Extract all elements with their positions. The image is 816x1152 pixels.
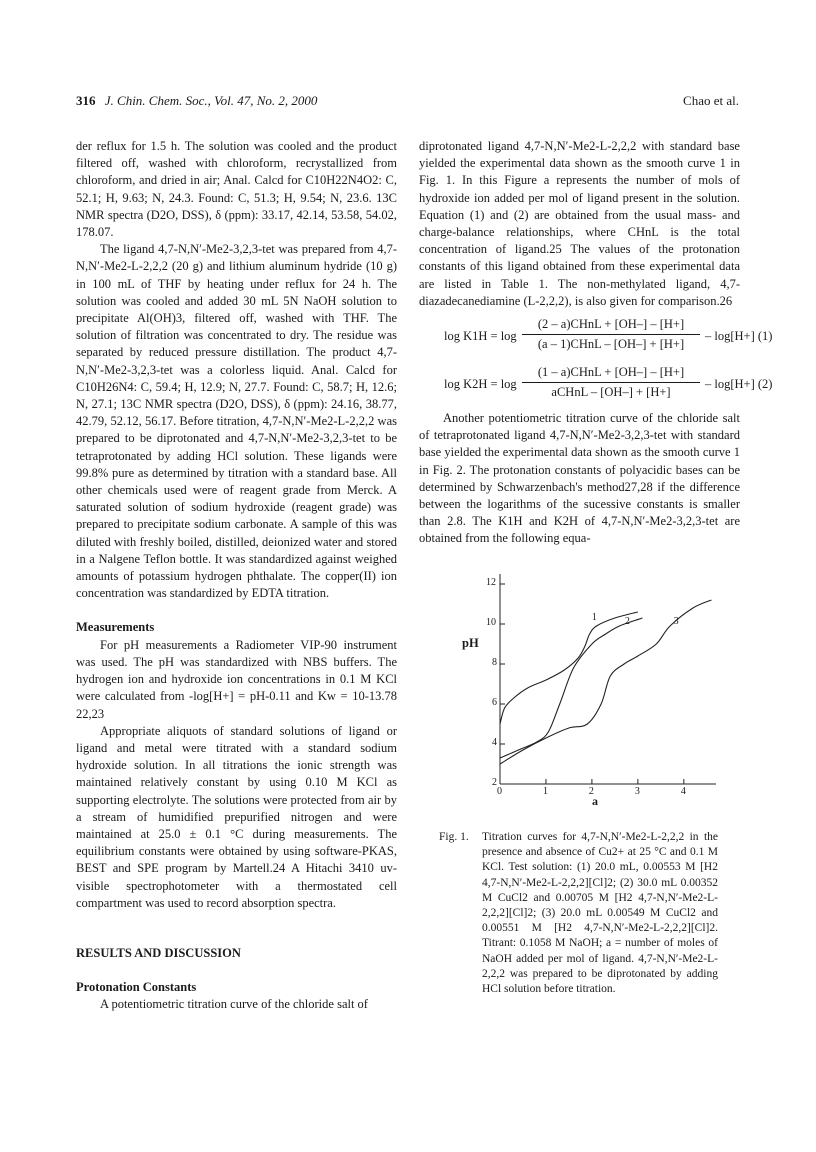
eq2-fraction [522, 364, 700, 401]
eq1-rhs: – log[H+] (1) [705, 329, 773, 344]
heading-measurements: Measurements [76, 620, 155, 635]
paragraph-ligand-prep: The ligand 4,7-N,N′-Me2-3,2,3-tet was prepared from 4,7-N,N′-Me2-L-2,2,2 (20 g) and lithium aluminum hydride (10 g) in 100 mL of THF by heating under reflux for 24 h. The solution was cooled and added 30 mL 5N NaOH solution to precipitate Al(OH)3, filtered off, washed with THF. The solution of filtration was concentrated to dry. The residue was separated by reduced pressure distillation. The product 4,7-N,N′-Me2-3,2,3-tet was a colorless liquid. Anal. Calcd for C10H26N4: C, 59.4; H, 12.9; N, 27.7. Found: C, 58.7; H, 12.6; N, 27.1; 13C NMR spectra (D2O, DSS), δ (ppm): 24.16, 38.77, 42.79, 52.12, 56.17. Before titration, 4,7-N,N′-Me2-L-2,2,2 was prepared to be diprotonated and 4,7-N,N′-Me2-3,2,3-tet to be tetraprotonated by adding HCl solution. These ligands were 99.8% pure as determined by titration with a standard base. All other chemicals used were of reagent grade from Merck. A saturated solution of sodium hydroxide (reagent grade) was prepared to precipitate sodium carbonate. A sample of this was diluted with freshly boiled, distilled, deionized water and stored in a Nalgene Teflon bottle. It was standardized against weighed amounts of potassium hydrogen phthalate. The copper(II) ion concentration was standardized by EDTA titration. [76, 242, 397, 601]
paragraph-synthesis-end: der reflux for 1.5 h. The solution was cooled and the product filtered off, washed with chloroform, recrystallized from chloroform, and dried in air; Anal. Calcd for C10H22N4O2: C, 52.1; H, 9.63; N, 24.3. Found: C, 51.3; H, 9.54; N, 23.6. 13C NMR spectra (D2O, DSS), δ (ppm): 33.17, 42.14, 53.58, 54.02, 178.07. [76, 139, 397, 240]
eq1-lhs: log K1H = log [444, 329, 517, 344]
y-tick-label: 2 [492, 777, 497, 788]
figure-label: Fig. 1. [439, 831, 469, 843]
series-line-2 [500, 618, 643, 758]
titration-chart [462, 566, 730, 816]
heading-protonation: Protonation Constants [76, 980, 197, 995]
page-header [76, 93, 739, 111]
paragraph-ph-measurements: For pH measurements a Radiometer VIP-90 instrument was used. The pH was standardized with NBS buffers. The hydrogen ion and hydroxide ion concentrations in 0.1 M KCl were calculated from -log[H+] = pH-0.11 and Kw = 10-13.78 22,23 [76, 637, 397, 721]
y-tick-label: 4 [492, 737, 497, 748]
figure-caption-text: Titration curves for 4,7-N,N′-Me2-L-2,2,2 in the presence and absence of Cu2+ at 25 °C and 0.1 M KCl. Test solution: (1) 20.0 mL, 0.00553 M [H2 4,7-N,N′-Me2-L-2,2,2][Cl]2; (2) 30.0 mL 0.00352 M CuCl2 and 0.00705 M [H2 4,7-N,N′-Me2-L-2,2,2][Cl]2; (3) 20.0 mL 0.00549 M CuCl2 and 0.00551 M [H2 4,7-N,N′-Me2-L-2,2,2][Cl]2. Titrant: 0.1058 M NaOH; a = number of moles of NaOH added per mol of ligand. 4,7-N,N′-Me2-L-2,2,2 was prepared to be diprotonated by adding HCl solution before titration. [482, 831, 718, 996]
y-tick-label: 6 [492, 697, 497, 708]
y-tick-label: 10 [486, 617, 496, 628]
series-label-2: 2 [624, 616, 630, 627]
paragraph-titration-method: Appropriate aliquots of standard solutions of ligand or ligand and metal were titrated with a standard sodium hydroxide solution. In all titrations the ionic strength was maintained relatively constant by using 0.10 M KCl as supporting electrolyte. The solutions were protected from air by a stream of humidified prepurified nitrogen and were maintained at 25.0 ± 0.1 °C during measurements. The equilibrium constants were obtained by using software-PKAS, BEST and SPE program by Martell.24 A Hitachi 3410 uv-visible spectrophotometer with a thermostated cell compartment was used to record absorption spectra. [76, 723, 397, 910]
equation-2 [419, 364, 773, 406]
equation-1 [419, 316, 773, 358]
chart-canvas [470, 566, 730, 816]
y-tick-label: 8 [492, 657, 497, 668]
eq2-numerator: (1 – a)CHnL + [OH–] – [H+] [522, 364, 700, 383]
left-column [76, 138, 397, 1014]
x-tick-label: 4 [680, 786, 686, 797]
x-tick-label: 1 [542, 786, 548, 797]
series-label-1: 1 [591, 612, 597, 623]
x-tick-label: 0 [497, 786, 502, 797]
y-tick-label: 12 [486, 577, 496, 588]
x-axis-label: a [592, 794, 598, 808]
journal-citation: J. Chin. Chem. Soc., Vol. 47, No. 2, 2000 [104, 93, 318, 108]
eq1-numerator: (2 – a)CHnL + [OH–] – [H+] [522, 316, 700, 335]
series-label-3: 3 [673, 616, 679, 627]
x-tick-label: 2 [588, 786, 594, 797]
page-number: 316 [76, 93, 96, 108]
eq2-denominator: aCHnL – [OH–] + [H+] [551, 385, 671, 400]
eq2-rhs: – log[H+] (2) [705, 377, 773, 392]
paragraph-protonation-cont: diprotonated ligand 4,7-N,N′-Me2-L-2,2,2 with standard base yielded the experimental data shown as the smooth curve 1 in Fig. 1. In this Figure a represents the number of mols of hydroxide ion added per mol of ligand present in the solution. Equation (1) and (2) are obtained from the usual mass- and charge-balance relationships, where CHnL is the total concentration of ligand.25 The values of the protonation constants of this ligand obtained from these experimental data are listed in Table 1. The non-methylated ligand, 4,7-diazadecanediamine (L-2,2,2), is also given for comparison.26 [419, 139, 740, 308]
right-column [419, 138, 773, 548]
y-axis-label: pH [462, 636, 479, 650]
paragraph-fig2: Another potentiometric titration curve of the chloride salt of tetraprotonated ligand 4,7-N,N′-Me2-3,2,3-tet with standard base yielded the experimental data shown as the smooth curve 1 in Fig. 2. The protonation constants of polyacidic bases can be determined by Schwarzenbach's method27,28 if the difference between the logarithms of the sucessive constants is smaller than 2.8. The K1H and K2H of 4,7-N,N′-Me2-3,2,3-tet are obtained from the following equa- [419, 411, 740, 546]
figure-caption [439, 830, 718, 997]
running-authors: Chao et al. [683, 93, 739, 108]
series-line-3 [500, 600, 711, 764]
eq2-lhs: log K2H = log [444, 377, 517, 392]
eq1-denominator: (a – 1)CHnL – [OH–] + [H+] [537, 337, 685, 352]
x-tick-label: 3 [634, 786, 640, 797]
paragraph-protonation-start: A potentiometric titration curve of the chloride salt of [100, 997, 368, 1012]
heading-results: RESULTS AND DISCUSSION [76, 945, 241, 960]
eq1-fraction [522, 316, 700, 353]
